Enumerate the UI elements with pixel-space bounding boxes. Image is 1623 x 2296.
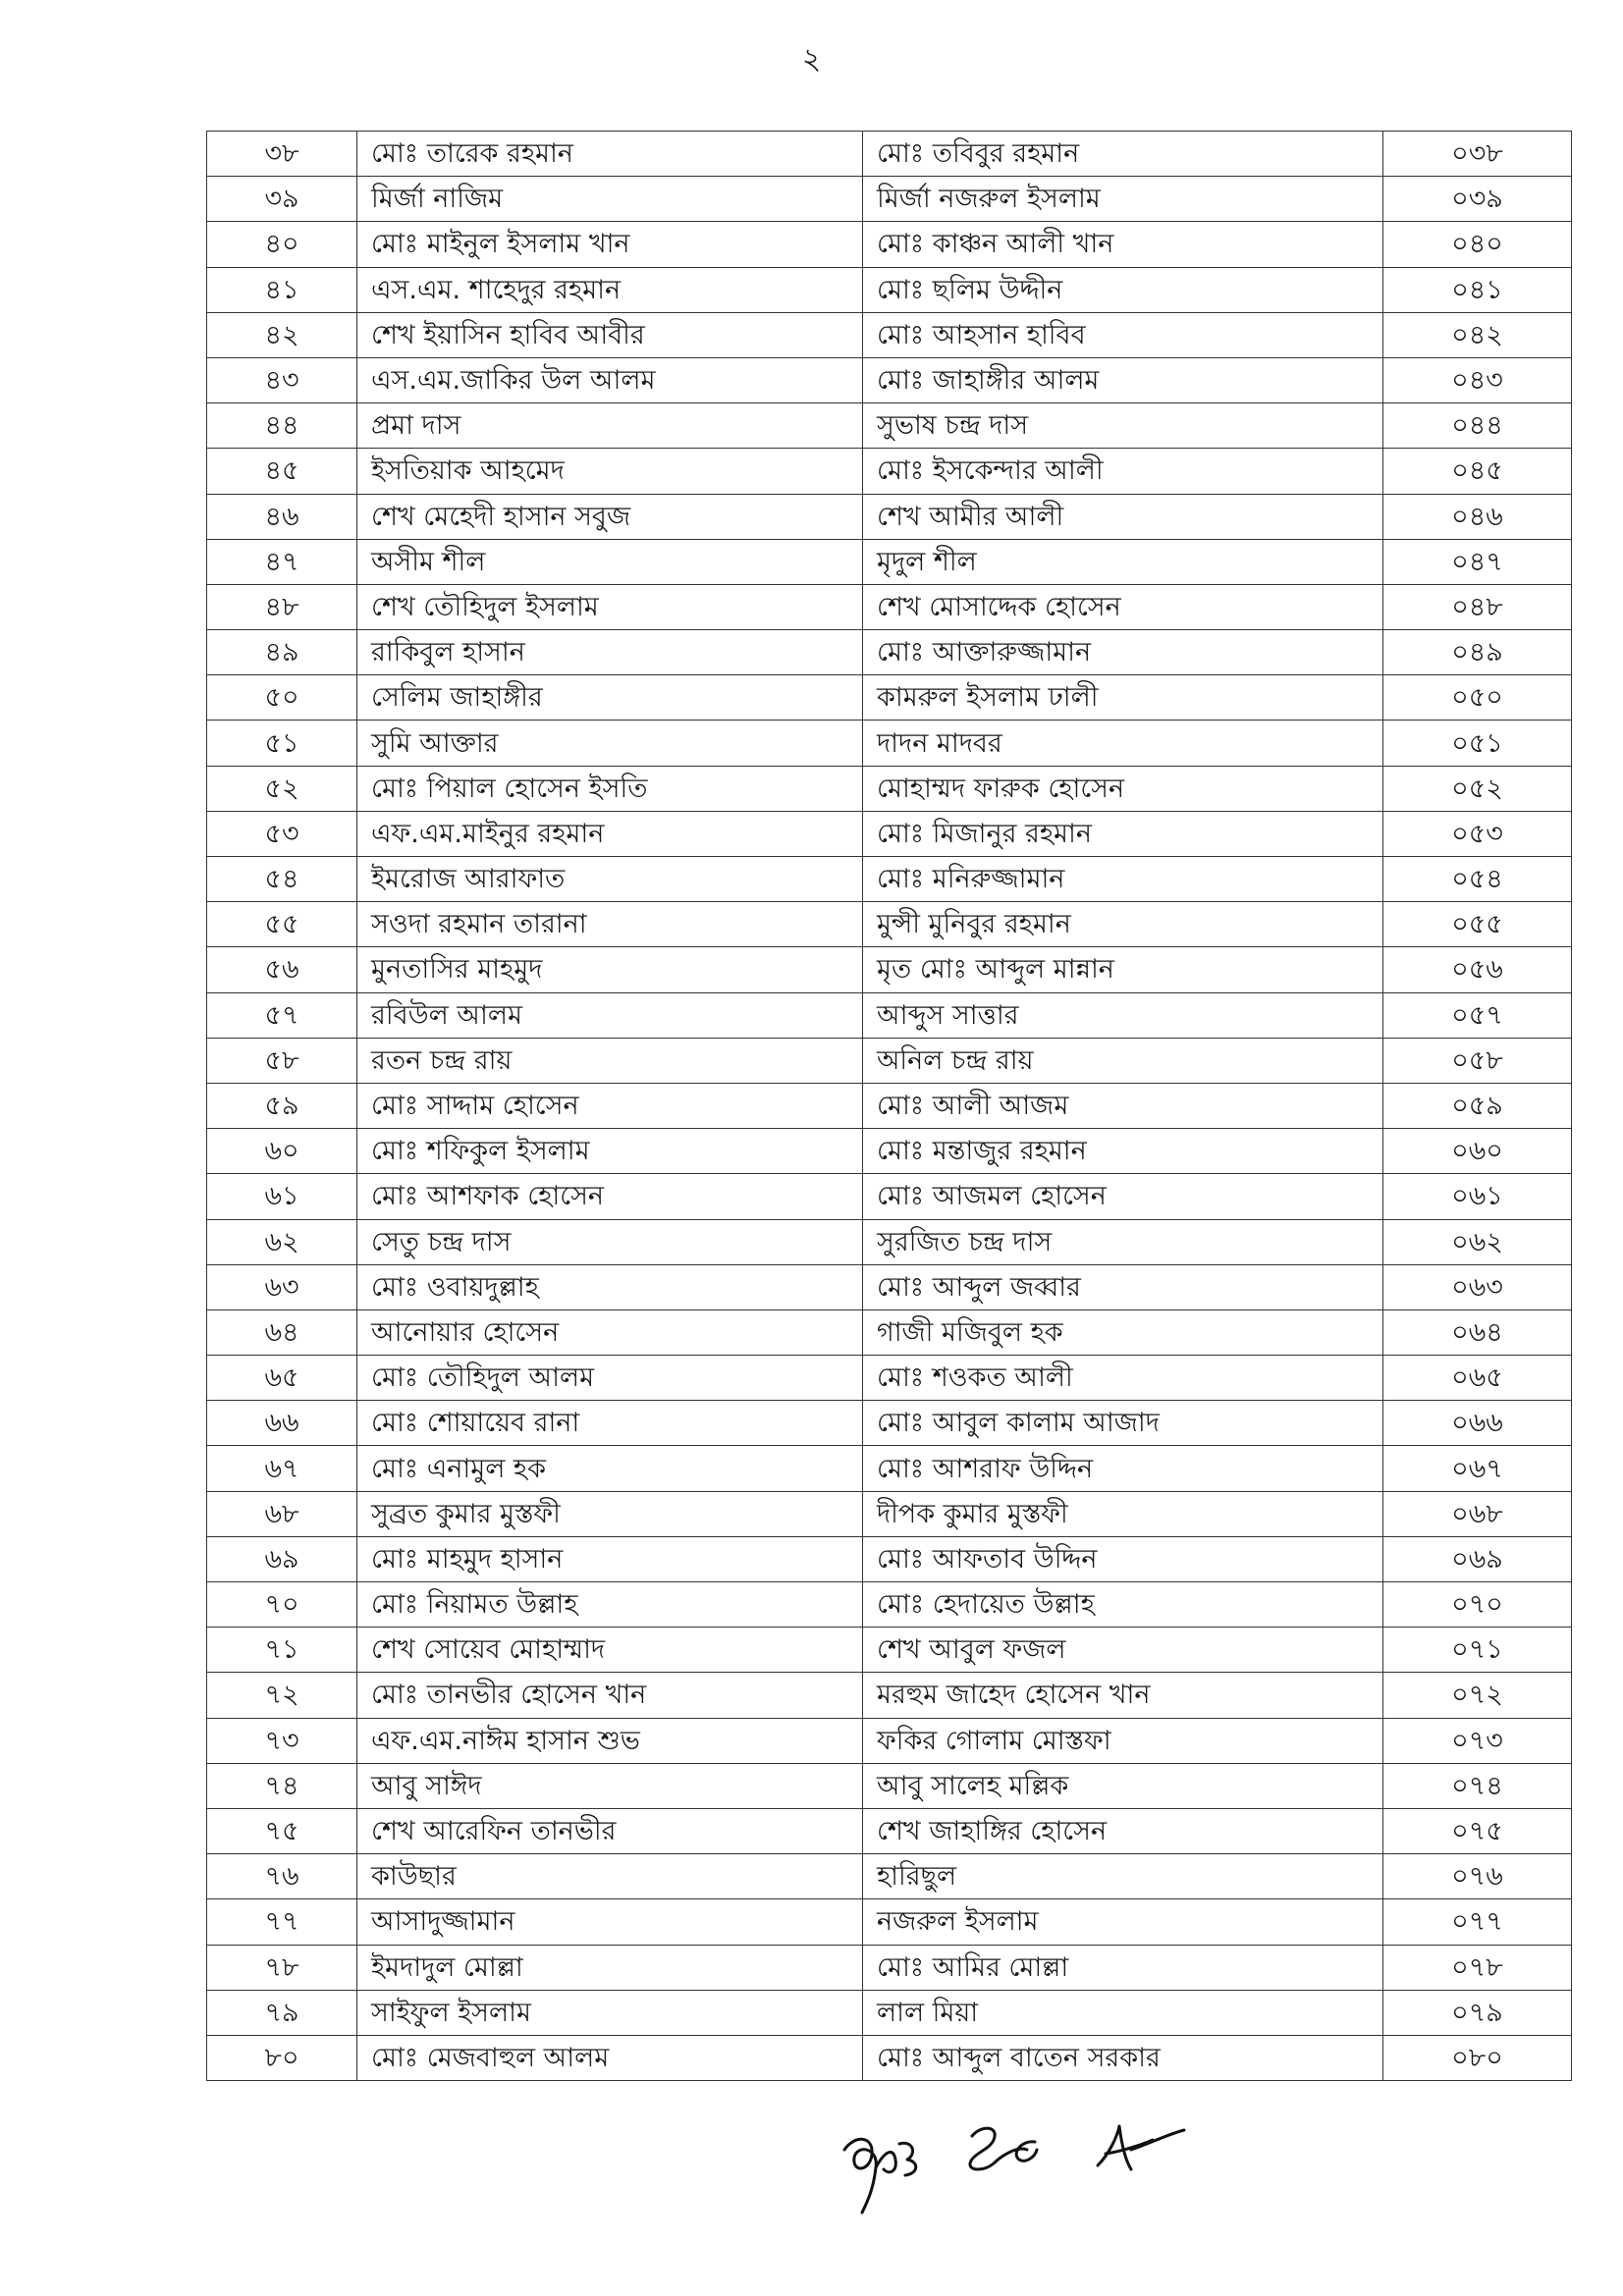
name-cell: মোঃ সাদ্দাম হোসেন [357,1083,863,1128]
serial-cell: ৪৯ [207,630,357,675]
table-row [207,675,1572,721]
table-row [207,1446,1572,1491]
table-row [207,1356,1572,1401]
father-name-cell: মরহুম জাহেদ হোসেন খান [863,1673,1383,1718]
roster-table-body [207,132,1572,2081]
father-name-cell: শেখ আমীর আলী [863,494,1383,539]
name-cell: সেলিম জাহাঙ্গীর [357,675,863,721]
name-cell: মোঃ তারেক রহমান [357,132,863,177]
roll-number-cell: ০৪৮ [1383,584,1572,629]
table-row [207,1491,1572,1536]
serial-cell: ৬৮ [207,1491,357,1536]
name-cell: সাইফুল ইসলাম [357,1990,863,2035]
table-row [207,1129,1572,1174]
roll-number-cell: ০৭০ [1383,1582,1572,1628]
name-cell: মোঃ ওবায়দুল্লাহ [357,1264,863,1309]
father-name-cell: মোঃ জাহাঙ্গীর আলম [863,357,1383,402]
father-name-cell: কামরুল ইসলাম ঢালী [863,675,1383,721]
name-cell: সওদা রহমান তারানা [357,902,863,947]
roll-number-cell: ০৬৩ [1383,1264,1572,1309]
signature-3 [1098,2126,1184,2169]
father-name-cell: দীপক কুমার মুস্তফী [863,1491,1383,1536]
table-row [207,267,1572,312]
table-row [207,947,1572,992]
father-name-cell: মির্জা নজরুল ইসলাম [863,177,1383,222]
roll-number-cell: ০৪৩ [1383,357,1572,402]
father-name-cell: মোঃ মিজানুর রহমান [863,811,1383,856]
table-row [207,1219,1572,1264]
name-cell: সুব্রত কুমার মুস্তফী [357,1491,863,1536]
father-name-cell: আব্দুস সাত্তার [863,992,1383,1038]
name-cell: ইসতিয়াক আহমেদ [357,449,863,494]
name-cell: শেখ সোয়েব মোহাম্মাদ [357,1628,863,1673]
serial-cell: ৬৬ [207,1401,357,1446]
roll-number-cell: ০৬৯ [1383,1536,1572,1581]
father-name-cell: সুভাষ চন্দ্র দাস [863,403,1383,449]
table-row [207,494,1572,539]
father-name-cell: মৃত মোঃ আব্দুল মান্নান [863,947,1383,992]
name-cell: শেখ ইয়াসিন হাবিব আবীর [357,312,863,357]
roll-number-cell: ০৫৫ [1383,902,1572,947]
roll-number-cell: ০৭১ [1383,1628,1572,1673]
table-row [207,177,1572,222]
father-name-cell: মোঃ শওকত আলী [863,1356,1383,1401]
roll-number-cell: ০৭৮ [1383,1945,1572,1990]
serial-cell: ৪৭ [207,539,357,584]
table-row [207,1309,1572,1355]
serial-cell: ৫১ [207,721,357,766]
serial-cell: ৪০ [207,222,357,267]
name-cell: শেখ আরেফিন তানভীর [357,1808,863,1853]
father-name-cell: মোঃ ছলিম উদ্দীন [863,267,1383,312]
serial-cell: ৫৮ [207,1038,357,1083]
roll-number-cell: ০৭৭ [1383,1899,1572,1945]
father-name-cell: মোঃ আফতাব উদ্দিন [863,1536,1383,1581]
father-name-cell: শেখ মোসাদ্দেক হোসেন [863,584,1383,629]
name-cell: আসাদুজ্জামান [357,1899,863,1945]
name-cell: ইমরোজ আরাফাত [357,857,863,902]
serial-cell: ৭৯ [207,1990,357,2035]
table-row [207,1899,1572,1945]
roll-number-cell: ০৫৬ [1383,947,1572,992]
table-row [207,357,1572,402]
father-name-cell: মোঃ ইসকেন্দার আলী [863,449,1383,494]
table-row [207,1808,1572,1853]
table-row [207,902,1572,947]
roll-number-cell: ০৬৪ [1383,1309,1572,1355]
father-name-cell: মোঃ আমির মোল্লা [863,1945,1383,1990]
table-row [207,1945,1572,1990]
serial-cell: ৭৪ [207,1763,357,1808]
serial-cell: ৫৭ [207,992,357,1038]
serial-cell: ৪৫ [207,449,357,494]
roster-table-container [206,131,1571,2081]
table-row [207,857,1572,902]
serial-cell: ৫২ [207,766,357,811]
serial-cell: ৬৭ [207,1446,357,1491]
roll-number-cell: ০৬৭ [1383,1446,1572,1491]
table-row [207,1990,1572,2035]
father-name-cell: শেখ আবুল ফজল [863,1628,1383,1673]
name-cell: রতন চন্দ্র রায় [357,1038,863,1083]
table-row [207,1582,1572,1628]
name-cell: রাকিবুল হাসান [357,630,863,675]
serial-cell: ৪৮ [207,584,357,629]
serial-cell: ৪১ [207,267,357,312]
father-name-cell: গাজী মজিবুল হক [863,1309,1383,1355]
serial-cell: ৭৩ [207,1718,357,1763]
name-cell: সেতু চন্দ্র দাস [357,1219,863,1264]
roll-number-cell: ০৪৫ [1383,449,1572,494]
table-row [207,1083,1572,1128]
roll-number-cell: ০৩৯ [1383,177,1572,222]
roll-number-cell: ০৪১ [1383,267,1572,312]
roll-number-cell: ০৮০ [1383,2035,1572,2080]
roster-table [206,131,1572,2081]
serial-cell: ৬৩ [207,1264,357,1309]
signature-2 [970,2128,1037,2169]
signature-1 [844,2139,916,2213]
father-name-cell: সুরজিত চন্দ্র দাস [863,1219,1383,1264]
roll-number-cell: ০৩৮ [1383,132,1572,177]
table-row [207,403,1572,449]
table-row [207,1264,1572,1309]
father-name-cell: মোঃ আশরাফ উদ্দিন [863,1446,1383,1491]
table-row [207,2035,1572,2080]
roll-number-cell: ০৪৬ [1383,494,1572,539]
name-cell: ইমদাদুল মোল্লা [357,1945,863,1990]
roll-number-cell: ০৬০ [1383,1129,1572,1174]
serial-cell: ৫৪ [207,857,357,902]
roll-number-cell: ০৬২ [1383,1219,1572,1264]
roll-number-cell: ০৫০ [1383,675,1572,721]
table-row [207,992,1572,1038]
serial-cell: ৭৮ [207,1945,357,1990]
roll-number-cell: ০৪৯ [1383,630,1572,675]
father-name-cell: মোঃ আব্দুল জব্বার [863,1264,1383,1309]
father-name-cell: মোঃ হেদায়েত উল্লাহ [863,1582,1383,1628]
father-name-cell: হারিছুল [863,1854,1383,1899]
roll-number-cell: ০৬৮ [1383,1491,1572,1536]
roll-number-cell: ০৭৯ [1383,1990,1572,2035]
serial-cell: ৫০ [207,675,357,721]
roll-number-cell: ০৫৪ [1383,857,1572,902]
serial-cell: ৬০ [207,1129,357,1174]
roll-number-cell: ০৭৩ [1383,1718,1572,1763]
roll-number-cell: ০৪৭ [1383,539,1572,584]
serial-cell: ৭৭ [207,1899,357,1945]
roll-number-cell: ০৫৮ [1383,1038,1572,1083]
serial-cell: ৭৫ [207,1808,357,1853]
serial-cell: ৫৯ [207,1083,357,1128]
table-row [207,1763,1572,1808]
roll-number-cell: ০৭৫ [1383,1808,1572,1853]
serial-cell: ৬৯ [207,1536,357,1581]
name-cell: শেখ তৌহিদুল ইসলাম [357,584,863,629]
name-cell: মোঃ তৌহিদুল আলম [357,1356,863,1401]
table-row [207,766,1572,811]
name-cell: মোঃ এনামুল হক [357,1446,863,1491]
father-name-cell: মুন্সী মুনিবুর রহমান [863,902,1383,947]
table-row [207,1174,1572,1219]
serial-cell: ৫৬ [207,947,357,992]
roll-number-cell: ০৬৬ [1383,1401,1572,1446]
table-row [207,1401,1572,1446]
roll-number-cell: ০৭৬ [1383,1854,1572,1899]
table-row [207,1628,1572,1673]
table-row [207,1854,1572,1899]
father-name-cell: মোঃ আহসান হাবিব [863,312,1383,357]
serial-cell: ৪৬ [207,494,357,539]
name-cell: রবিউল আলম [357,992,863,1038]
serial-cell: ৪৪ [207,403,357,449]
table-row [207,449,1572,494]
serial-cell: ৭০ [207,1582,357,1628]
roll-number-cell: ০৫১ [1383,721,1572,766]
serial-cell: ৪২ [207,312,357,357]
father-name-cell: মোঃ মনিরুজ্জামান [863,857,1383,902]
name-cell: মোঃ শফিকুল ইসলাম [357,1129,863,1174]
name-cell: মোঃ মাহমুদ হাসান [357,1536,863,1581]
roll-number-cell: ০৪৪ [1383,403,1572,449]
name-cell: এস.এম.জাকির উল আলম [357,357,863,402]
roll-number-cell: ০৭২ [1383,1673,1572,1718]
roll-number-cell: ০৪০ [1383,222,1572,267]
table-row [207,222,1572,267]
signatures [825,2110,1257,2218]
table-row [207,132,1572,177]
name-cell: মোঃ নিয়ামত উল্লাহ [357,1582,863,1628]
roll-number-cell: ০৫৭ [1383,992,1572,1038]
father-name-cell: মোহাম্মদ ফারুক হোসেন [863,766,1383,811]
father-name-cell: আবু সালেহ মল্লিক [863,1763,1383,1808]
name-cell: মোঃ তানভীর হোসেন খান [357,1673,863,1718]
father-name-cell: নজরুল ইসলাম [863,1899,1383,1945]
father-name-cell: মোঃ আবুল কালাম আজাদ [863,1401,1383,1446]
table-row [207,539,1572,584]
name-cell: অসীম শীল [357,539,863,584]
name-cell: শেখ মেহেদী হাসান সবুজ [357,494,863,539]
serial-cell: ৬৪ [207,1309,357,1355]
table-row [207,584,1572,629]
name-cell: এস.এম. শাহেদুর রহমান [357,267,863,312]
serial-cell: ৬২ [207,1219,357,1264]
father-name-cell: মোঃ আজমল হোসেন [863,1174,1383,1219]
table-row [207,312,1572,357]
name-cell: প্রমা দাস [357,403,863,449]
name-cell: মুনতাসির মাহমুদ [357,947,863,992]
table-row [207,811,1572,856]
serial-cell: ৫৩ [207,811,357,856]
serial-cell: ৪৩ [207,357,357,402]
serial-cell: ৫৫ [207,902,357,947]
name-cell: এফ.এম.মাইনুর রহমান [357,811,863,856]
name-cell: কাউছার [357,1854,863,1899]
father-name-cell: ফকির গোলাম মোস্তফা [863,1718,1383,1763]
roll-number-cell: ০৫৩ [1383,811,1572,856]
serial-cell: ৬৫ [207,1356,357,1401]
father-name-cell: মোঃ আক্তারুজ্জামান [863,630,1383,675]
serial-cell: ৭৬ [207,1854,357,1899]
father-name-cell: অনিল চন্দ্র রায় [863,1038,1383,1083]
serial-cell: ৩৯ [207,177,357,222]
serial-cell: ৬১ [207,1174,357,1219]
father-name-cell: মোঃ কাঞ্চন আলী খান [863,222,1383,267]
serial-cell: ৭২ [207,1673,357,1718]
name-cell: মোঃ পিয়াল হোসেন ইসতি [357,766,863,811]
name-cell: মোঃ আশফাক হোসেন [357,1174,863,1219]
name-cell: আনোয়ার হোসেন [357,1309,863,1355]
name-cell: মোঃ শোয়ায়েব রানা [357,1401,863,1446]
name-cell: মোঃ মাইনুল ইসলাম খান [357,222,863,267]
serial-cell: ৭১ [207,1628,357,1673]
roll-number-cell: ০৫২ [1383,766,1572,811]
table-row [207,1718,1572,1763]
roll-number-cell: ০৪২ [1383,312,1572,357]
father-name-cell: মোঃ তবিবুর রহমান [863,132,1383,177]
roll-number-cell: ০৫৯ [1383,1083,1572,1128]
name-cell: মির্জা নাজিম [357,177,863,222]
father-name-cell: শেখ জাহাঙ্গির হোসেন [863,1808,1383,1853]
father-name-cell: মোঃ মন্তাজুর রহমান [863,1129,1383,1174]
table-row [207,1038,1572,1083]
serial-cell: ৮০ [207,2035,357,2080]
table-row [207,1536,1572,1581]
father-name-cell: লাল মিয়া [863,1990,1383,2035]
father-name-cell: মোঃ আলী আজম [863,1083,1383,1128]
name-cell: আবু সাঈদ [357,1763,863,1808]
table-row [207,1673,1572,1718]
roll-number-cell: ০৭৪ [1383,1763,1572,1808]
table-row [207,721,1572,766]
roll-number-cell: ০৬১ [1383,1174,1572,1219]
father-name-cell: দাদন মাদবর [863,721,1383,766]
name-cell: মোঃ মেজবাহুল আলম [357,2035,863,2080]
roll-number-cell: ০৬৫ [1383,1356,1572,1401]
page-number: ২ [801,42,822,77]
table-row [207,630,1572,675]
name-cell: সুমি আক্তার [357,721,863,766]
serial-cell: ৩৮ [207,132,357,177]
father-name-cell: মোঃ আব্দুল বাতেন সরকার [863,2035,1383,2080]
father-name-cell: মৃদুল শীল [863,539,1383,584]
name-cell: এফ.এম.নাঈম হাসান শুভ [357,1718,863,1763]
